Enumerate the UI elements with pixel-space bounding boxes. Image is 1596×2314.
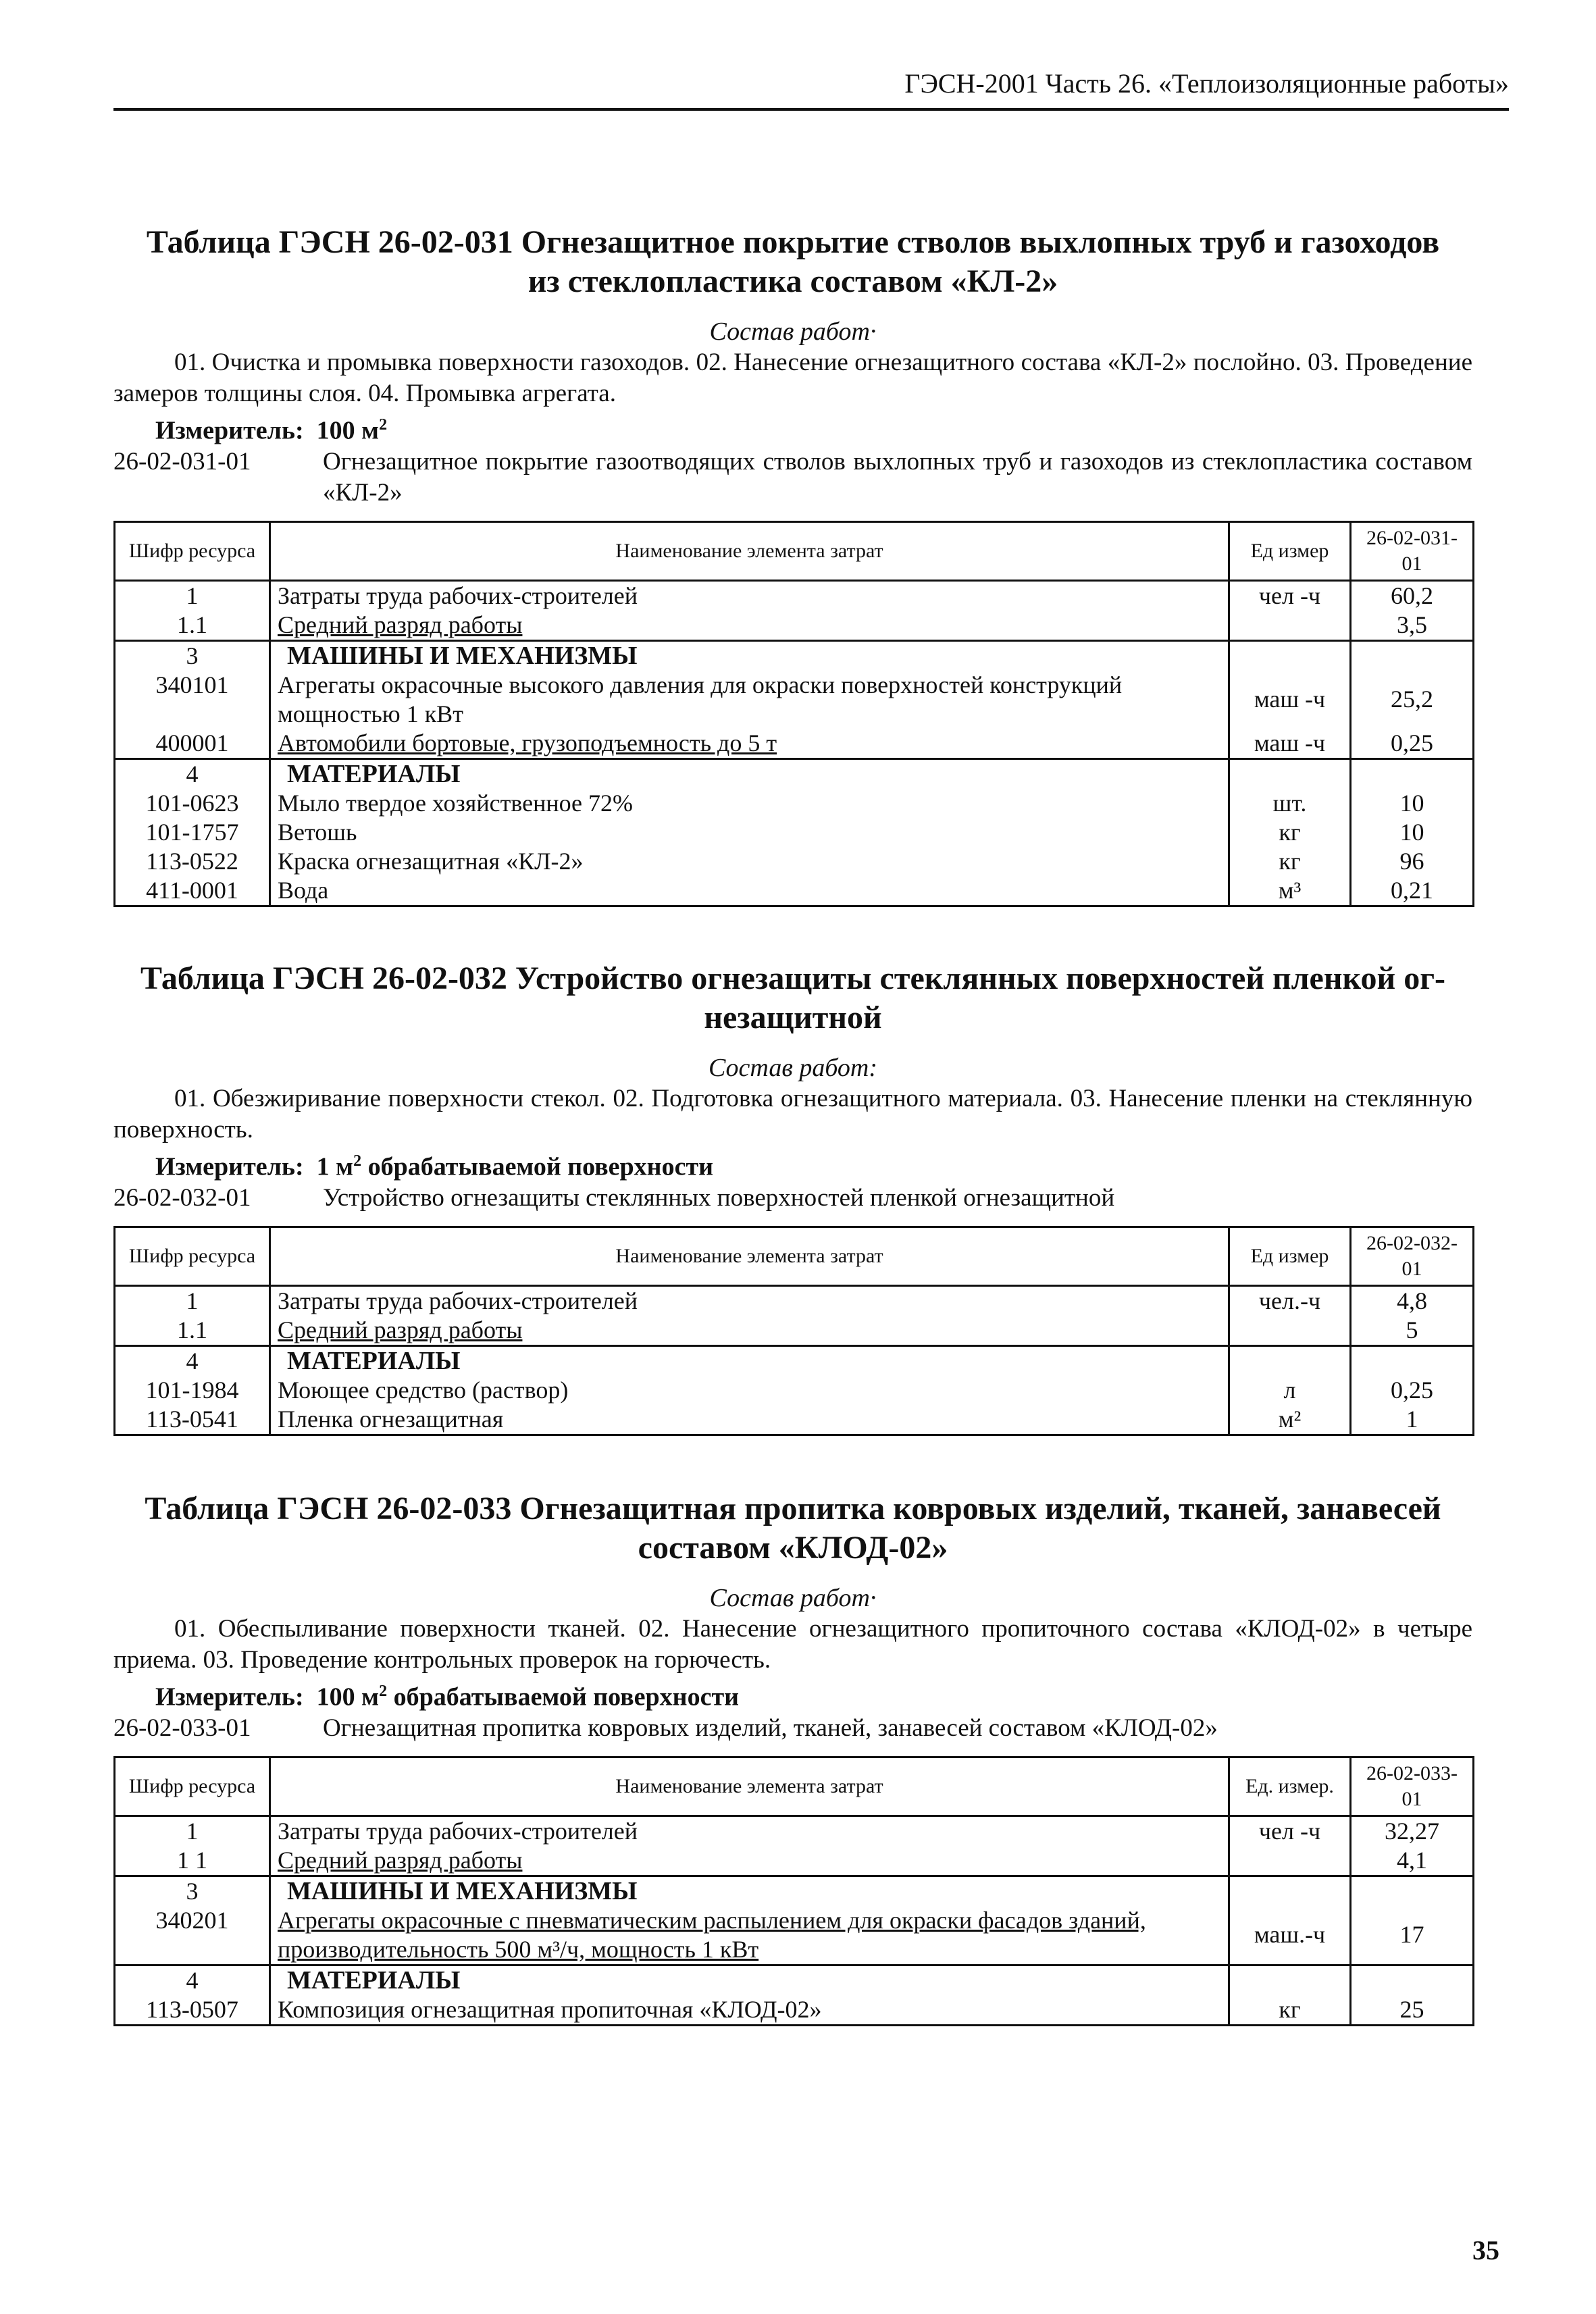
- col-name-header: Наименование элемента затрат: [270, 1757, 1229, 1816]
- table-row: 101-0623 Мыло твердое хозяйственное 72% шт. 10: [115, 789, 1474, 818]
- col-norm-header: 26-02-031-01: [1351, 521, 1474, 580]
- section-26-02-032: [113, 959, 1472, 1436]
- norm-code: 26-02-033-01: [113, 1714, 251, 1742]
- measure-unit: Измеритель: 100 $м^2$: [155, 416, 388, 445]
- resource-table: [113, 1226, 1474, 1436]
- table-row: 113-0507 Композиция огнезащитная пропиточная «КЛОД-02» кг 25: [115, 1995, 1474, 2026]
- table-row: 411-0001 Вода м³ 0,21: [115, 876, 1474, 906]
- table-group-row: 3 МАШИНЫ И МЕХАНИЗМЫ: [115, 1876, 1474, 1906]
- table-row: 1 Затраты труда рабочих-строителей чел.-ч 4,8: [115, 1285, 1474, 1316]
- col-name-header: Наименование элемента затрат: [270, 521, 1229, 580]
- table-row: 1 Затраты труда рабочих-строителей чел -ч 60,2: [115, 580, 1474, 611]
- norm-text: Огнезащитная пропитка ковровых изделий, тканей, занавесей составом «КЛОД-02»: [323, 1714, 1218, 1742]
- table-group-row: 4 МАТЕРИАЛЫ: [115, 1345, 1474, 1376]
- col-code-header: Шифр ресурса: [115, 1227, 270, 1285]
- page-number: 35: [1472, 2235, 1499, 2265]
- table-row: 1 1 Средний разряд работы 4,1: [115, 1846, 1474, 1876]
- norm-text: Огнезащитное покрытие газоотводящих стволов выхлопных труб и газоходов из стеклопластика составом «КЛ-2»: [323, 447, 1472, 507]
- works-heading: Состав работ·: [709, 317, 877, 346]
- table-title: Таблица ГЭСН 26-02-031 Огнезащитное покрытие стволов выхлопных труб и газоходов из стеклопластика составом «КЛ-2»: [146, 224, 1440, 299]
- measure-unit: Измеритель: 1 $м^2$ обрабатываемой поверхности: [155, 1152, 714, 1181]
- works-heading: Состав работ·: [709, 1584, 877, 1612]
- col-norm-header: 26-02-033-01: [1351, 1757, 1474, 1816]
- resource-table: [113, 1756, 1474, 2026]
- table-row: 1.1 Средний разряд работы 5: [115, 1316, 1474, 1346]
- table-group-row: 4 МАТЕРИАЛЫ: [115, 1965, 1474, 1995]
- col-unit-header: Ед измер: [1229, 1227, 1351, 1285]
- header-rule: [113, 108, 1509, 111]
- norm-line: [113, 446, 1472, 509]
- section-26-02-033: [113, 1489, 1472, 2026]
- col-code-header: Шифр ресурса: [115, 521, 270, 580]
- norm-code: 26-02-031-01: [113, 447, 251, 475]
- table-row: 400001 Автомобили бортовые, грузоподъемность до 5 т маш -ч 0,25: [115, 729, 1474, 759]
- table-row: 340101 Агрегаты окрасочные высокого давления для окраски поверхностей конструкций мощностью 1 кВт маш -ч 25,2: [115, 671, 1474, 729]
- works-heading: Состав работ:: [708, 1054, 878, 1082]
- works-description: 01. Обезжиривание поверхности стекол. 02. Подготовка огнезащитного материала. 03. Нанесение пленки на стеклянную поверхность.: [113, 1085, 1472, 1143]
- table-row: 113-0522 Краска огнезащитная «КЛ-2» кг 96: [115, 847, 1474, 876]
- table-title: Таблица ГЭСН 26-02-033 Огнезащитная пропитка ковровых изделий, тканей, занавесей составом «КЛОД-02»: [145, 1491, 1441, 1566]
- table-title: Таблица ГЭСН 26-02-032 Устройство огнезащиты стеклянных поверхностей пленкой ог- незащитной: [140, 960, 1445, 1035]
- running-header: ГЭСН-2001 Часть 26. «Теплоизоляционные работы»: [904, 68, 1509, 99]
- table-group-row: 3 МАШИНЫ И МЕХАНИЗМЫ: [115, 640, 1474, 671]
- table-row: 340201 Агрегаты окрасочные с пневматическим распылением для окраски фасадов зданий, производительность 500 м³/ч, мощность 1 кВт маш.-ч 17: [115, 1906, 1474, 1965]
- norm-line: [113, 1713, 1472, 1744]
- table-row: 1 Затраты труда рабочих-строителей чел -ч 32,27: [115, 1816, 1474, 1846]
- col-name-header: Наименование элемента затрат: [270, 1227, 1229, 1285]
- works-description: 01. Очистка и промывка поверхности газоходов. 02. Нанесение огнезащитного состава «КЛ-2» послойно. 03. Проведение замеров толщины слоя. 04. Промывка агрегата.: [113, 349, 1472, 407]
- col-unit-header: Ед. измер.: [1229, 1757, 1351, 1816]
- col-unit-header: Ед измер: [1229, 521, 1351, 580]
- table-group-row: 4 МАТЕРИАЛЫ: [115, 759, 1474, 789]
- norm-code: 26-02-032-01: [113, 1183, 251, 1212]
- section-26-02-031: [113, 223, 1472, 907]
- resource-table: [113, 521, 1474, 907]
- col-code-header: Шифр ресурса: [115, 1757, 270, 1816]
- table-row: 101-1757 Ветошь кг 10: [115, 818, 1474, 847]
- norm-line: [113, 1183, 1472, 1214]
- works-description: 01. Обеспыливание поверхности тканей. 02. Нанесение огнезащитного пропиточного состава «КЛОД-02» в четыре приема. 03. Проведение контрольных проверок на горючесть.: [113, 1615, 1472, 1674]
- norm-text: Устройство огнезащиты стеклянных поверхностей пленкой огнезащитной: [323, 1183, 1115, 1212]
- measure-unit: Измеритель: 100 $м^2$ обрабатываемой поверхности: [155, 1682, 740, 1712]
- col-norm-header: 26-02-032-01: [1351, 1227, 1474, 1285]
- table-row: 101-1984 Моющее средство (раствор) л 0,25: [115, 1376, 1474, 1405]
- table-row: 1.1 Средний разряд работы 3,5: [115, 611, 1474, 641]
- table-row: 113-0541 Пленка огнезащитная м² 1: [115, 1405, 1474, 1435]
